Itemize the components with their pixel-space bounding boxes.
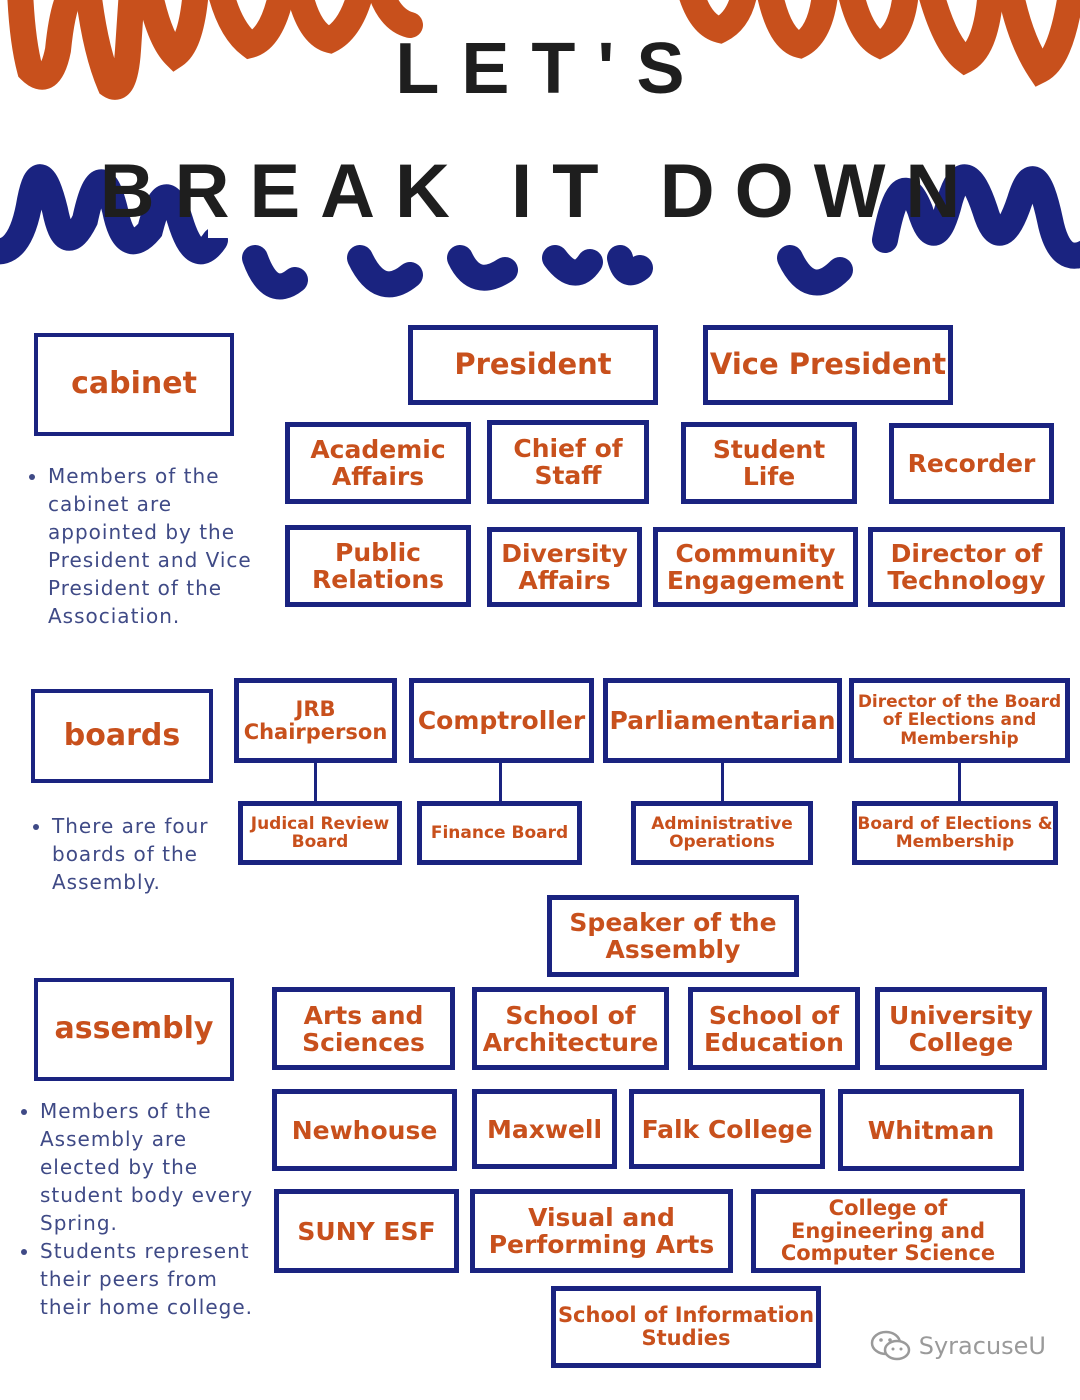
falk-college-box: Falk College <box>629 1089 825 1169</box>
cabinet-label: cabinet <box>34 333 234 436</box>
comptroller-box: Comptroller <box>409 678 594 763</box>
school-of-information-studies-box: School of Information Studies <box>551 1286 821 1368</box>
newhouse-box: Newhouse <box>272 1089 457 1171</box>
boards-description-item: • There are four boards of the Assembly. <box>52 812 252 896</box>
administrative-operations-box: Administrative Operations <box>631 801 813 865</box>
director-board-of-elections-box: Director of the Board of Elections and Membership <box>849 678 1070 763</box>
boards-description <box>26 812 252 896</box>
title-line-1: LET'S <box>395 29 707 109</box>
watermark-text: SyracuseU <box>918 1332 1046 1360</box>
arts-and-sciences-box: Arts and Sciences <box>272 987 455 1070</box>
connector-administrative <box>721 763 724 803</box>
student-life-box: Student Life <box>681 422 857 504</box>
school-of-architecture-box: School of Architecture <box>472 987 669 1070</box>
boards-label: boards <box>31 689 213 783</box>
suny-esf-box: SUNY ESF <box>274 1189 459 1273</box>
board-of-elections-membership-box: Board of Elections & Membership <box>852 801 1058 865</box>
assembly-label: assembly <box>34 978 234 1081</box>
visual-and-performing-arts-box: Visual and Performing Arts <box>470 1189 733 1273</box>
academic-affairs-box: Academic Affairs <box>285 422 471 504</box>
vice-president-box: Vice President <box>703 325 953 405</box>
connector-finance <box>499 763 502 803</box>
jrb-chairperson-box: JRB Chairperson <box>234 678 397 763</box>
chief-of-staff-box: Chief of Staff <box>487 420 649 504</box>
community-engagement-box: Community Engagement <box>653 527 858 607</box>
college-of-engineering-box: College of Engineering and Computer Science <box>751 1189 1025 1273</box>
cabinet-description-item: • Members of the cabinet are appointed by the President and Vice President of the Association. <box>48 462 273 630</box>
watermark <box>869 1328 1046 1364</box>
school-of-education-box: School of Education <box>688 987 860 1070</box>
assembly-description-item-1: • Members of the Assembly are elected by the student body every Spring. <box>40 1097 255 1237</box>
director-of-technology-box: Director of Technology <box>868 527 1065 607</box>
finance-board-box: Finance Board <box>417 801 582 865</box>
connector-elections <box>958 763 961 803</box>
wechat-icon <box>869 1328 913 1364</box>
assembly-description <box>14 1097 255 1321</box>
assembly-description-item-2: • Students represent their peers from their home college. <box>40 1237 255 1321</box>
maxwell-box: Maxwell <box>472 1089 617 1169</box>
recorder-box: Recorder <box>889 423 1054 504</box>
president-box: President <box>408 325 658 405</box>
speaker-of-the-assembly-box: Speaker of the Assembly <box>547 895 799 977</box>
connector-jrb <box>314 763 317 803</box>
public-relations-box: Public Relations <box>285 525 471 607</box>
diversity-affairs-box: Diversity Affairs <box>487 527 642 607</box>
cabinet-description <box>22 462 273 630</box>
judical-review-board-box: Judical Review Board <box>238 801 402 865</box>
parliamentarian-box: Parliamentarian <box>603 678 842 763</box>
title-line-2: BREAK IT DOWN <box>99 149 981 234</box>
whitman-box: Whitman <box>838 1089 1024 1171</box>
university-college-box: University College <box>875 987 1047 1070</box>
